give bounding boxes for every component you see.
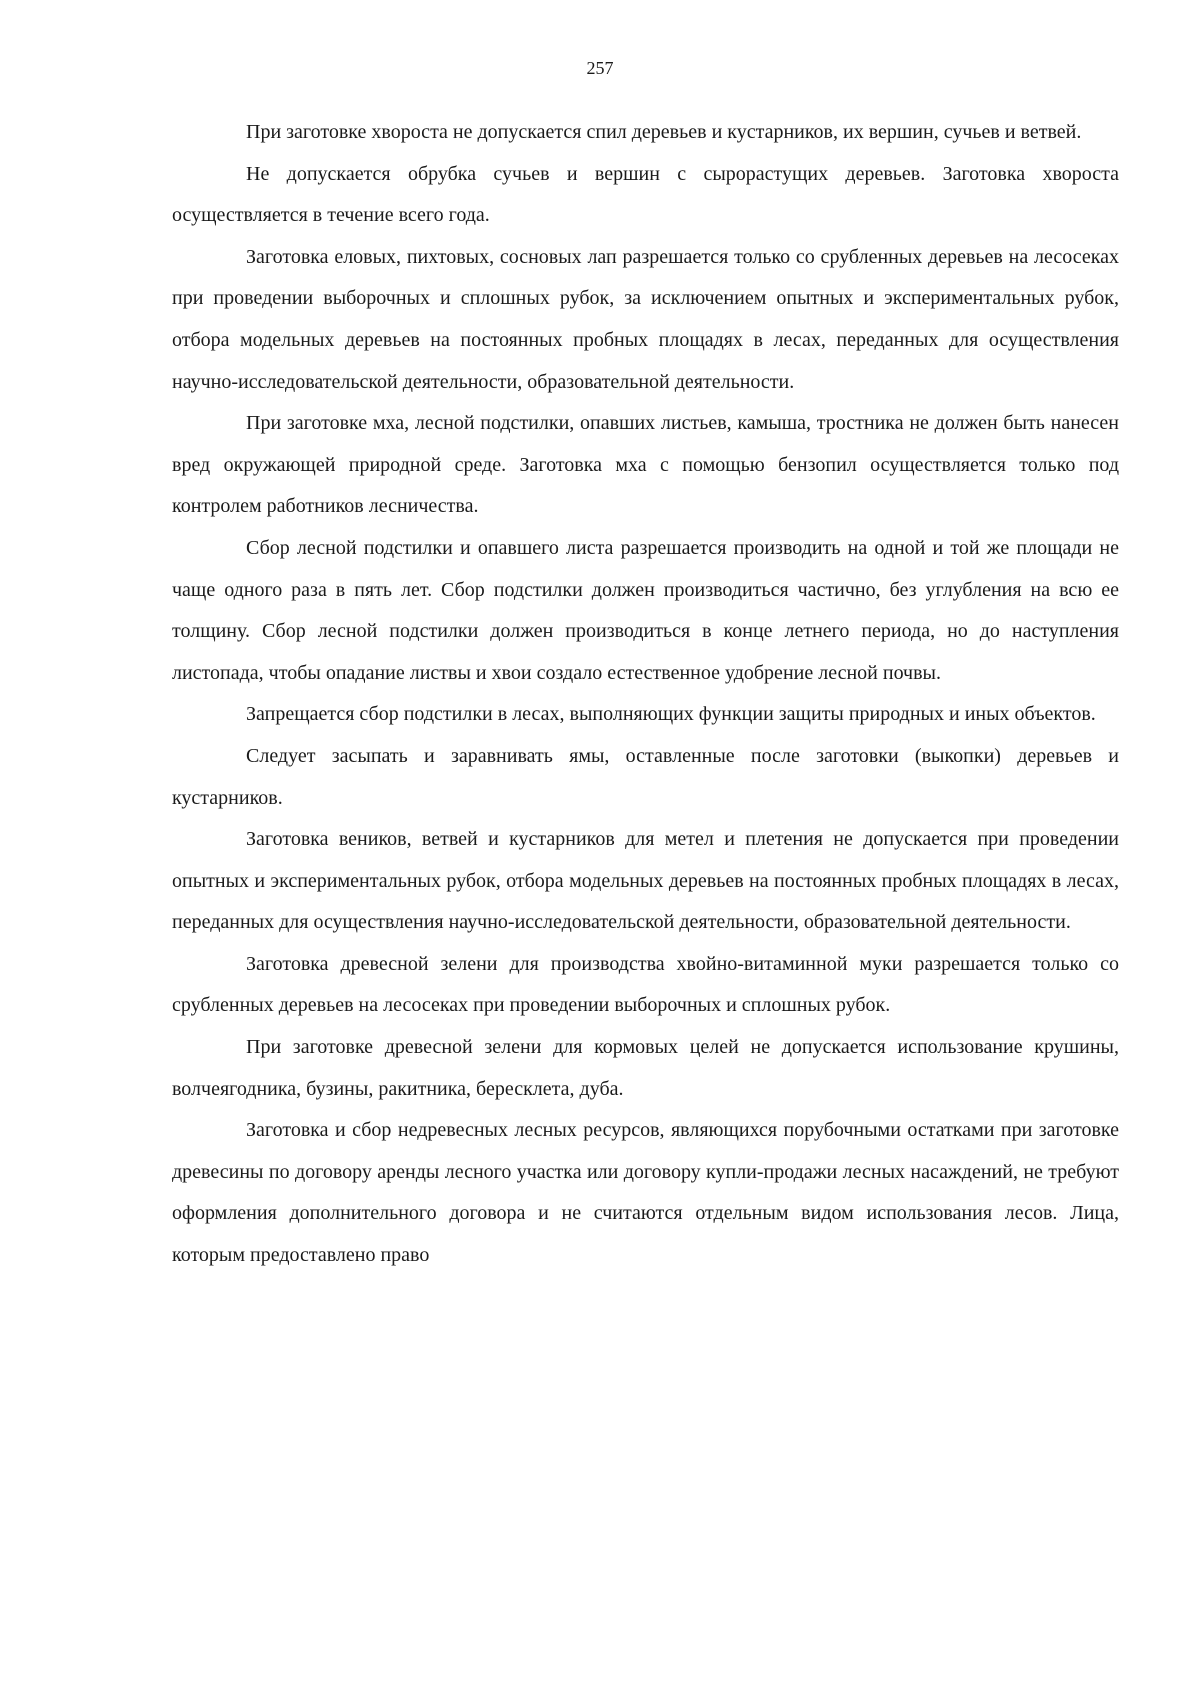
page-number: 257 xyxy=(586,58,614,78)
paragraph-8: Заготовка веников, ветвей и кустарников для метел и плетения не допускается при проведении опытных и экспериментальных рубок, отбора модельных деревьев на постоянных пробных площадях в лесах, переданных для осуществления научно-исследовательской деятельности, образовательной деятельности. xyxy=(172,828,1119,934)
paragraph-1: При заготовке хвороста не допускается спил деревьев и кустарников, их вершин, сучьев и ветвей. xyxy=(246,121,1082,143)
paragraph-9: Заготовка древесной зелени для производства хвойно-витаминной муки разрешается только со срубленных деревьев на лесосеках при проведении выборочных и сплошных рубок. xyxy=(172,952,1119,1017)
paragraph-7: Следует засыпать и заравнивать ямы, оставленные после заготовки (выкопки) деревьев и кустарников. xyxy=(172,744,1119,809)
paragraph-11: Заготовка и сбор недревесных лесных ресурсов, являющихся порубочными остатками при заготовке древесины по договору аренды лесного участка или договору купли-продажи лесных насаждений, не требуют оформления дополнительного договора и не считаются отдельным видом использования лесов. Лица, которым предоставлено право xyxy=(172,1119,1119,1267)
paragraph-3: Заготовка еловых, пихтовых, сосновых лап разрешается только со срубленных деревьев на лесосеках при проведении выборочных и сплошных рубок, за исключением опытных и экспериментальных рубок, отбора модельных деревьев на постоянных пробных площадях в лесах, переданных для осуществления научно-исследовательской деятельности, образовательной деятельности. xyxy=(172,245,1119,393)
paragraph-5: Сбор лесной подстилки и опавшего листа разрешается производить на одной и той же площади не чаще одного раза в пять лет. Сбор подстилки должен производиться частично, без углубления на всю ее толщину. Сбор лесной подстилки должен производиться в конце летнего периода, но до наступления листопада, чтобы опадание листвы и хвои создало естественное удобрение лесной почвы. xyxy=(172,536,1119,684)
body-text xyxy=(172,112,1119,1277)
paragraph-10: При заготовке древесной зелени для кормовых целей не допускается использование крушины, волчеягодника, бузины, ракитника, бересклета, дуба. xyxy=(172,1036,1119,1100)
paragraph-4: При заготовке мха, лесной подстилки, опавших листьев, камыша, тростника не должен быть нанесен вред окружающей природной среде. Заготовка мха с помощью бензопил осуществляется только под контролем работников лесничества. xyxy=(172,412,1119,518)
paragraph-6: Запрещается сбор подстилки в лесах, выполняющих функции защиты природных и иных объектов. xyxy=(246,703,1096,726)
paragraph-2: Не допускается обрубка сучьев и вершин с сырорастущих деревьев. Заготовка хвороста осуществляется в течение всего года. xyxy=(172,162,1119,227)
